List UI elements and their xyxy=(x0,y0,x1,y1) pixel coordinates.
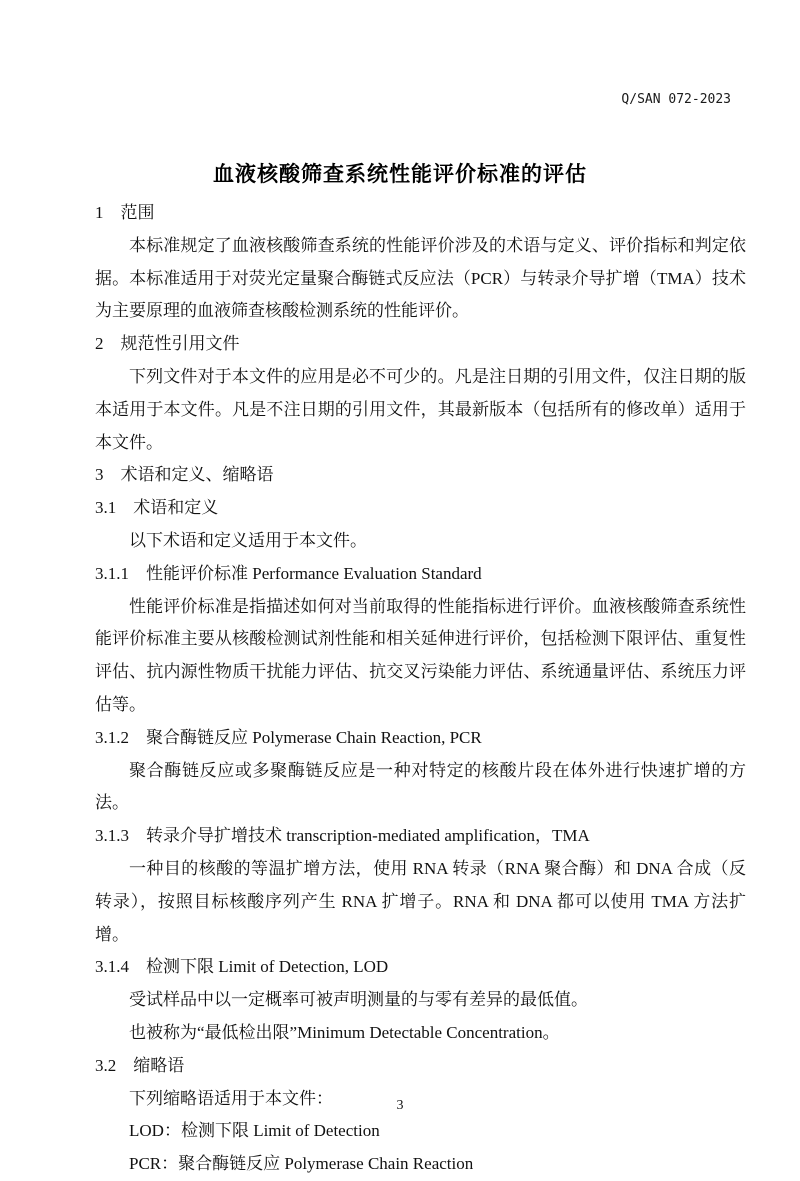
section-heading: 3 术语和定义、缩略语 xyxy=(95,465,274,485)
paragraph: PCR：聚合酶链反应 Polymerase Chain Reaction xyxy=(129,1154,474,1174)
section-heading: 3.1.4 检测下限 Limit of Detection, LOD xyxy=(95,957,389,977)
paragraph: 以下术语和定义适用于本文件。 xyxy=(129,530,367,550)
paragraph: 本标准规定了血液核酸筛查系统的性能评价涉及的术语与定义、评价指标和判定依据。本标准适用于对荧光定量聚合酶链式反应法（PCR）与转录介导扩增（TMA）技术为主要原理的血液筛查核酸检测系统的性能评价。 xyxy=(95,235,746,321)
section-heading: 2 规范性引用文件 xyxy=(95,334,240,354)
section-heading: 3.1.3 转录介导扩增技术 transcription-mediated amplification，TMA xyxy=(95,826,590,846)
paragraph: 也被称为“最低检出限”Minimum Detectable Concentration。 xyxy=(129,1022,560,1042)
paragraph: 下列缩略语适用于本文件： xyxy=(129,1088,333,1108)
section-heading: 3.1 术语和定义 xyxy=(95,498,219,518)
page-number: 3 xyxy=(396,1098,404,1113)
paragraph: 聚合酶链反应或多聚酶链反应是一种对特定的核酸片段在体外进行快速扩增的方法。 xyxy=(95,760,746,813)
paragraph: 受试样品中以一定概率可被声明测量的与零有差异的最低值。 xyxy=(129,990,588,1010)
paragraph: LOD：检测下限 Limit of Detection xyxy=(129,1121,380,1141)
section-heading: 3.1.1 性能评价标准 Performance Evaluation Standard xyxy=(95,563,482,583)
doc-body xyxy=(95,197,746,1181)
paragraph: 一种目的核酸的等温扩增方法，使用 RNA 转录（RNA 聚合酶）和 DNA 合成（反转录），按照目标核酸序列产生 RNA 扩增子。RNA 和 DNA 都可以使用 TMA 方法扩增。 xyxy=(95,858,746,944)
doc-title: 血液核酸筛查系统性能评价标准的评估 xyxy=(213,162,587,186)
section-heading: 3.2 缩略语 xyxy=(95,1055,185,1075)
paragraph: 下列文件对于本文件的应用是必不可少的。凡是注日期的引用文件，仅注日期的版本适用于本文件。凡是不注日期的引用文件，其最新版本（包括所有的修改单）适用于本文件。 xyxy=(95,366,746,452)
doc-number: Q/SAN 072-2023 xyxy=(621,92,731,107)
paragraph: 性能评价标准是指描述如何对当前取得的性能指标进行评价。血液核酸筛查系统性能评价标准主要从核酸检测试剂性能和相关延伸进行评价，包括检测下限评估、重复性评估、抗内源性物质干扰能力评估、抗交叉污染能力评估、系统通量评估、系统压力评估等。 xyxy=(95,596,746,714)
section-heading: 3.1.2 聚合酶链反应 Polymerase Chain Reaction, PCR xyxy=(95,727,482,747)
section-heading: 1 范围 xyxy=(95,203,155,222)
